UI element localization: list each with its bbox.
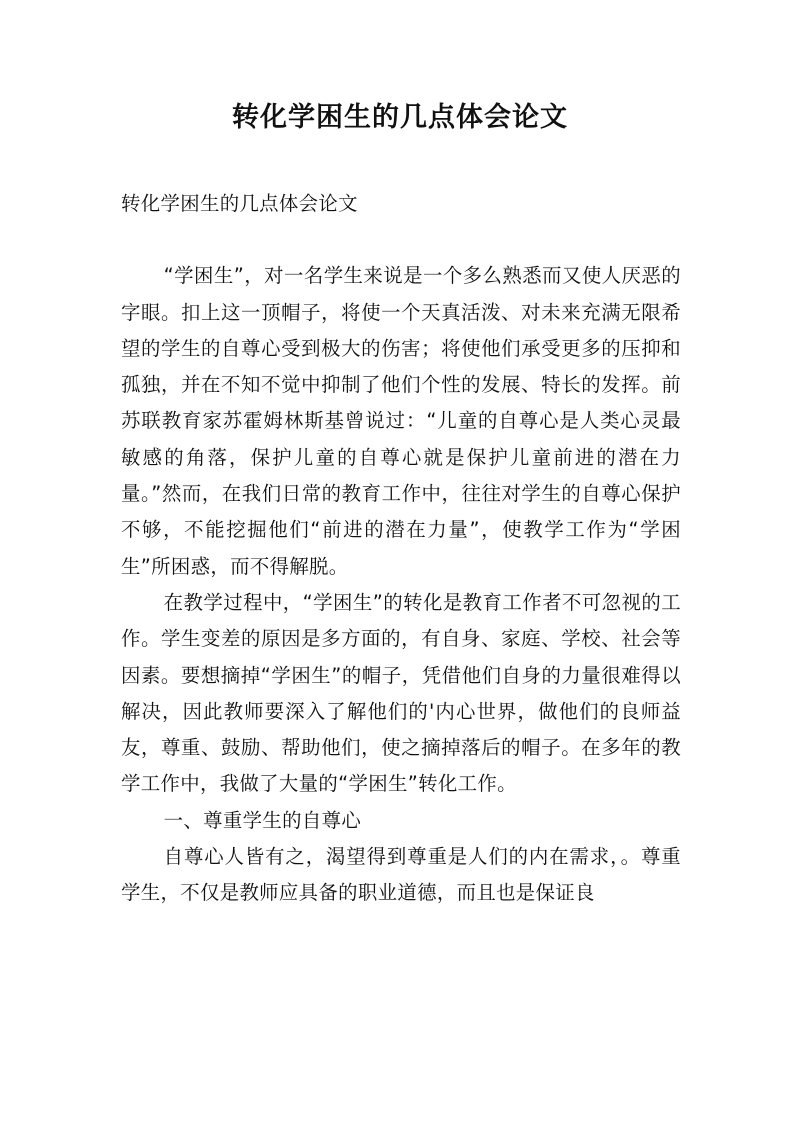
section-heading-1: 一、尊重学生的自尊心 [163, 808, 362, 832]
paragraph-1: “学困生”，对一名学生来说是一个多么熟悉而又使人厌恶的字眼。扣上这一顶帽子，将使一个天真活泼、对未来充满无限希望的学生的自尊心受到极大的伤害；将使他们承受更多的压抑和孤独，并在不知不觉中抑制了他们个性的发展、特长的发挥。前苏联教育家苏霍姆林斯基曾说过：“儿童的自尊心是人类心灵最敏感的角落，保护儿童的自尊心就是保护儿童前进的潜在力量。”然而，在我们日常的教育工作中，往往对学生的自尊心保护不够，不能挖掘他们“前进的潜在力量”，使教学工作为“学困生”所困惑，而不得解脱。 [121, 264, 681, 578]
paragraph-3: 自尊心人皆有之，渴望得到尊重是人们的内在需求，。尊重学生，不仅是教师应具备的职业道德，而且也是保证良 [121, 845, 681, 905]
document-subtitle: 转化学困生的几点体会论文 [121, 192, 358, 215]
document-body [121, 186, 681, 912]
paragraph-2: 在教学过程中，“学困生”的转化是教育工作者不可忽视的工作。学生变差的原因是多方面的，有自身、家庭、学校、社会等因素。要想摘掉“学困生”的帽子，凭借他们自身的力量很难得以解决，因此教师要深入了解他们的'内心世界，做他们的良师益友，尊重、鼓励、帮助他们，使之摘掉落后的帽子。在多年的教学工作中，我做了大量的“学困生”转化工作。 [121, 590, 681, 796]
document-title: 转化学困生的几点体会论文 [232, 102, 568, 133]
